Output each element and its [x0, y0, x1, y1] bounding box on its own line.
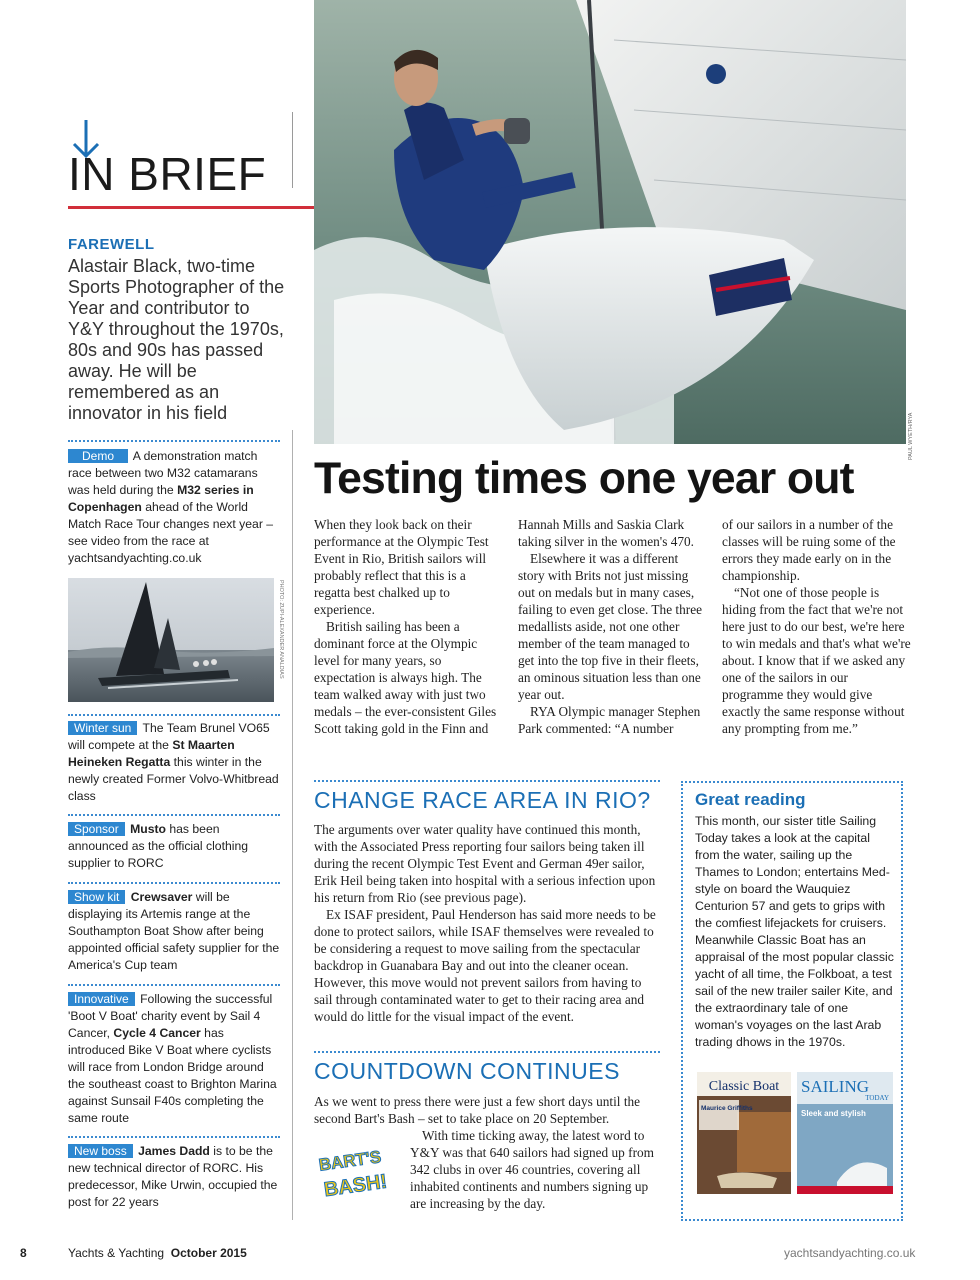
headline: Testing times one year out: [314, 454, 854, 503]
brief-text: is to be the new technical director of RORC. His predecessor, Mike Urwin, occupied the post for 22 years: [68, 1144, 278, 1209]
divider: [292, 112, 293, 188]
brief-item-innovative: [68, 991, 280, 1127]
paragraph: RYA Olympic manager Stephen Park commented: “A number: [518, 704, 701, 736]
great-reading-title: Great reading: [695, 790, 806, 809]
logo-text: BASH!: [322, 1170, 389, 1202]
cover-title: SAILING: [801, 1077, 869, 1096]
magazine-name: Yachts & Yachting: [68, 1246, 165, 1260]
photo-credit: PHOTO: ZUPI-ALEXANDER ANALDIAS: [278, 580, 284, 679]
brief-text: The Team Brunel VO65 will compete at the: [68, 721, 270, 752]
sidebar-divider: [292, 430, 293, 1220]
website-url: yachtsandyachting.co.uk: [784, 1246, 916, 1260]
brief-item-winter-sun: [68, 720, 280, 805]
paragraph: The arguments over water quality have continued this month, with the Associated Press reporting four sailors being taken ill during the recent Olympic Test Event and German 49er sailor, Erik Heil being taken into hospital with a serious infection upon his return from Rio (see previous page).: [314, 822, 656, 905]
dotted-divider: [314, 780, 660, 782]
paragraph: Elsewhere it was a different story with Brits not just missing out on medals but in many cases, failing to even get close. The three medallists aside, not one other member of the team managed to get into the top five in their fleets, an ominous situation less than one year out.: [518, 551, 702, 702]
m32-catamaran-photo: [68, 578, 274, 702]
brief-bold: St Maarten Heineken Regatta: [68, 738, 235, 769]
countdown-para-2: With time ticking away, the latest word to Y&Y was that 640 sailors had signed up from 342 clubs in over 46 countries, covering all inhabited continents and numbers signing up are increasing by the day.: [410, 1128, 654, 1211]
page-number: 8: [20, 1246, 27, 1260]
brief-tag: Sponsor: [68, 822, 125, 836]
issue-date: October 2015: [170, 1246, 247, 1260]
dotted-divider: [68, 714, 280, 716]
brief-bold: Crewsaver: [130, 890, 193, 904]
paragraph: British sailing has been a dominant force at the Olympic level for many years, so expectation is always high. The team walked away with just two medals – the ever-consistent Giles Scott taking gold in the Finn and: [314, 619, 497, 736]
story-column-3: [722, 516, 912, 737]
brief-tag: Demo: [68, 449, 128, 463]
magazine-issue: [68, 1246, 247, 1260]
red-divider: [68, 206, 314, 209]
paragraph: Hannah Mills and Saskia Clark taking silver in the women's 470.: [518, 517, 694, 549]
brief-bold: James Dadd: [138, 1144, 210, 1158]
brief-item-sponsor: [68, 821, 280, 872]
brief-item-new-boss: [68, 1143, 280, 1211]
barts-bash-logo: [312, 1142, 396, 1208]
brief-text: ahead of the World Match Race Tour changes next year – see video from the race at yachtsandyachting.co.uk: [68, 500, 274, 565]
paragraph: When they look back on their performance at the Olympic Test Event in Rio, British sailors will probably reflect that this is a regatta best chalked up to experience.: [314, 517, 489, 617]
cover-headline: Sleek and stylish: [801, 1109, 866, 1118]
farewell-label: FAREWELL: [68, 236, 155, 253]
dotted-divider: [314, 1051, 660, 1053]
dotted-divider: [68, 882, 280, 884]
cover-headline: Maurice Griffiths: [701, 1105, 753, 1112]
brief-tag: Innovative: [68, 992, 135, 1006]
finn-sailor-hero-photo: [314, 0, 906, 444]
story-column-2: [518, 516, 704, 737]
brief-text: has introduced Bike V Boat where cyclists will race from London Bridge around the southeast coast to Brighton Marina against Sunsail F40s completing the same route: [68, 1026, 277, 1125]
cover-subtitle: TODAY: [865, 1094, 889, 1102]
brief-tag: Show kit: [68, 890, 125, 904]
paragraph: of our sailors in a number of the classes will be ruing some of the errors they made early on in the championship.: [722, 517, 896, 583]
dotted-divider: [68, 984, 280, 986]
brief-text: this winter in the newly created Former Volvo-Whitbread class: [68, 755, 279, 803]
change-race-body: [314, 821, 660, 1025]
paragraph: “Not one of those people is hiding from the fact that we're not here just to do our best, we're here to win medals and that's what we're about. I know that if we asked any one of the sailors in our programme they would give exactly the same response without any prompting from me.”: [722, 585, 911, 736]
brief-item-show-kit: [68, 889, 280, 974]
change-race-title: CHANGE RACE AREA IN RIO?: [314, 787, 651, 813]
dotted-divider: [68, 440, 280, 442]
sailing-today-cover: [797, 1072, 893, 1194]
brief-text: Following the successful 'Boot V Boat' charity event by Sail 4 Cancer,: [68, 992, 273, 1040]
photo-credit-hero: PAUL WYETH/RYA: [908, 412, 914, 460]
classic-boat-cover: [697, 1072, 791, 1194]
brief-tag: Winter sun: [68, 721, 137, 735]
countdown-para-1: As we went to press there were just a few short days until the second Bart's Bash – set to take place on 20 September.: [314, 1094, 641, 1126]
brief-bold: Musto: [130, 822, 166, 836]
brief-bold: M32 series in Copenhagen: [68, 483, 254, 514]
brief-text: will be displaying its Artemis range at the Southampton Boat Show after being appointed official safety supplier for the America's Cup team: [68, 890, 280, 972]
cover-title: Classic Boat: [708, 1079, 780, 1094]
section-title: IN BRIEF: [68, 148, 267, 200]
great-reading-text: This month, our sister title Sailing Today takes a look at the capital from the water, sailing up the Thames to London; entertains Med-style on board the Wauquiez Centurion 57 and gets to grips with the comfiest lifejackets for cruisers. Meanwhile Classic Boat has an appraisal of the most popular classic yacht of all time, the Folkboat, a test sail of the new trailer sailer Kite, and the extraordinary tale of one woman's voyages on the last Arab trading dhows in the 1970s.: [695, 814, 894, 1049]
brief-item-demo: [68, 448, 280, 567]
dotted-divider: [68, 1136, 280, 1138]
brief-text: has been announced as the official clothing supplier to RORC: [68, 822, 249, 870]
countdown-title: COUNTDOWN CONTINUES: [314, 1058, 620, 1084]
logo-text: BART'S: [317, 1147, 383, 1175]
story-column-1: [314, 516, 500, 737]
brief-text: A demonstration match race between two M32 catamarans was held during the: [68, 449, 258, 497]
farewell-text: Alastair Black, two-time Sports Photographer of the Year and contributor to Y&Y throughout the 1970s, 80s and 90s has passed away. He will be remembered as an innovator in his field: [68, 256, 285, 423]
brief-bold: Cycle 4 Cancer: [113, 1026, 201, 1040]
paragraph: Ex ISAF president, Paul Henderson has said more needs to be done to protect sailors, while ISAF themselves were revealed to be considering a request to move sailing from the spectacular backdrop in Guanabara Bay and out into the cleaner ocean. However, this move would not prevent sailors from having to sail through contaminated water to get to their racing area and would do little for the visual impact of the event.: [314, 907, 656, 1024]
brief-tag: New boss: [68, 1144, 133, 1158]
dotted-divider: [68, 814, 280, 816]
